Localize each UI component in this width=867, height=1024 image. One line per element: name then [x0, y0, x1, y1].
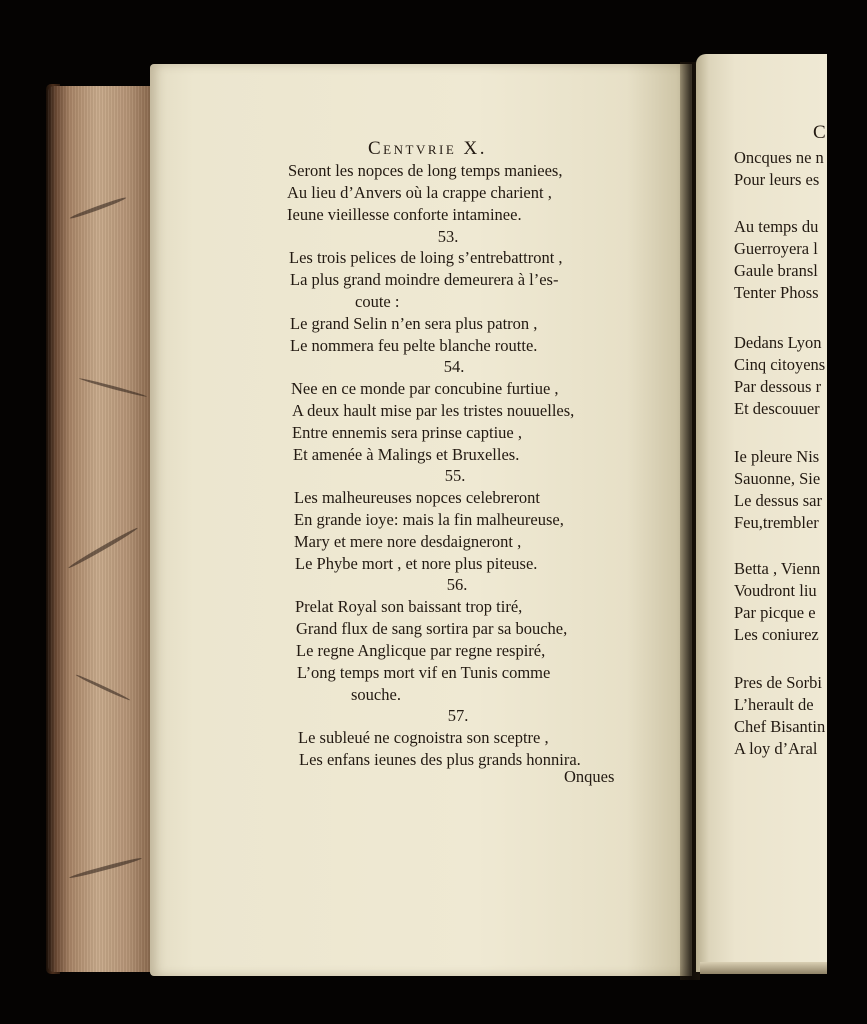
- verse-line: A loy d’Aral: [734, 739, 818, 758]
- verse-line: Voudront liu: [734, 581, 817, 600]
- verse-line: Les coniurez: [734, 625, 819, 644]
- running-header: Centvrie X.: [368, 138, 487, 159]
- verse-line: Cinq citoyens: [734, 355, 826, 374]
- quatrain-number: 55.: [444, 466, 466, 485]
- quatrain-number: 57.: [447, 706, 469, 725]
- quatrain-number: 54.: [443, 357, 465, 376]
- verse-line: La plus grand moindre demeurera à l’es-: [290, 270, 559, 289]
- quatrain-number: 56.: [446, 575, 468, 594]
- verse-line: Au temps du: [734, 217, 819, 236]
- verse-line: Ie pleure Nis: [734, 447, 820, 466]
- verse-line: Les enfans ieunes des plus grands honnira.: [299, 750, 581, 769]
- verse-line: Nee en ce monde par concubine furtiue ,: [291, 379, 559, 398]
- verse-line: Par picque e: [734, 603, 816, 622]
- verse-line: Tenter Phoss: [734, 283, 819, 302]
- right-page-text: [696, 54, 827, 972]
- verse-line: Seront les nopces de long temps maniees,: [288, 161, 563, 180]
- verse-line: Au lieu d’Anvers où la crappe charient ,: [287, 183, 552, 202]
- verse-line: Le nommera feu pelte blanche routte.: [290, 336, 538, 355]
- verse-line: Sauonne, Sie: [734, 469, 821, 488]
- verse-line: Betta , Vienn: [734, 559, 821, 578]
- verse-line: Et amenée à Malings et Bruxelles.: [293, 445, 520, 464]
- verse-line: Les trois pelices de loing s’entrebattront ,: [289, 248, 563, 267]
- verse-line: Le Phybe mort , et nore plus piteuse.: [295, 554, 538, 573]
- right-running-header: C: [813, 122, 826, 143]
- verse-line: Par dessous r: [734, 377, 822, 396]
- verse-line: Entre ennemis sera prinse captiue ,: [292, 423, 522, 442]
- verse-line: Gaule bransl: [734, 261, 818, 280]
- verse-line: Les malheureuses nopces celebreront: [294, 488, 541, 507]
- verse-line: Pour leurs es: [734, 170, 820, 189]
- verse-line: Ieune vieillesse conforte intaminee.: [287, 205, 522, 224]
- verse-line: coute :: [355, 292, 400, 311]
- verse-line: Et descouuer: [734, 399, 820, 418]
- verse-line: Feu,trembler: [734, 513, 819, 532]
- verse-line: L’herault de: [734, 695, 814, 714]
- verse-line: A deux hault mise par les tristes nouuelles,: [292, 401, 575, 420]
- verse-line: Mary et mere nore desdaigneront ,: [294, 532, 522, 551]
- verse-line: Dedans Lyon: [734, 333, 822, 352]
- quatrain-number: 53.: [437, 227, 459, 246]
- verse-line: L’ong temps mort vif en Tunis comme: [297, 663, 551, 682]
- verse-line: Le regne Anglicque par regne respiré,: [296, 641, 546, 660]
- verse-line: Oncques ne n: [734, 148, 824, 167]
- verse-line: Pres de Sorbi: [734, 673, 822, 692]
- verse-line: Guerroyera l: [734, 239, 818, 258]
- verse-line: Grand flux de sang sortira par sa bouche,: [296, 619, 568, 638]
- verse-line: souche.: [351, 685, 401, 704]
- right-page-text-clip: [696, 54, 827, 972]
- verse-line: En grande ioye: mais la fin malheureuse,: [294, 510, 564, 529]
- verse-line: Le subleué ne cognoistra son sceptre ,: [298, 728, 549, 747]
- catchword: Onques: [564, 767, 615, 786]
- verse-line: Le dessus sar: [734, 491, 822, 510]
- verse-line: Le grand Selin n’en sera plus patron ,: [290, 314, 538, 333]
- verse-line: Chef Bisantin: [734, 717, 826, 736]
- verse-line: Prelat Royal son baissant trop tiré,: [295, 597, 523, 616]
